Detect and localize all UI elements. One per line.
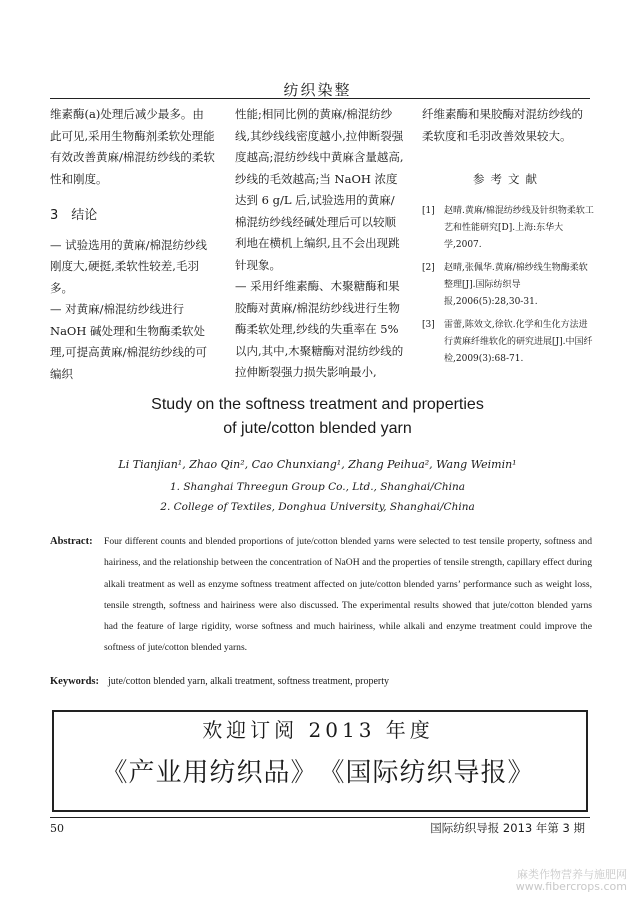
abstract-label: Abstract: (50, 536, 93, 547)
banner-line-1: 欢迎订阅 2013 年度 (202, 718, 434, 742)
reference-item (422, 203, 594, 254)
body-paragraph: 维素酶(a)处理后减少最多。由此可见,采用生物酶剂柔软处理能有效改善黄麻/棉混纺纱线的柔软性和刚度。 (50, 107, 215, 186)
reference-number: [1] (422, 205, 435, 216)
body-paragraph: 性能;相同比例的黄麻/棉混纺纱线,其纱线线密度越小,拉伸断裂强度越高;混纺纱线中黄麻含量越高,纱线的毛效越高;当 NaOH 浓度达到 6 g/L 后,试验选用的黄麻/棉混纺纱线经碱处理后可以较顺利地在横机上编织,且不会出现跳针现象。 (235, 107, 404, 272)
reference-text: 赵晴,张佩华.黄麻/棉纱线生物酶柔软整理[J].国际纺织导报,2006(5):28,30-31. (444, 262, 588, 307)
keywords-text: jute/cotton blended yarn, alkali treatment, softness treatment, property (108, 676, 390, 687)
column-1 (50, 104, 215, 385)
affiliation-1: 1. Shanghai Threegun Group Co., Ltd., Shanghai/China (169, 481, 466, 493)
body-paragraph: — 采用纤维素酶、木聚糖酶和果胶酶对黄麻/棉混纺纱线进行生物酶柔软处理,纱线的失重率在 5% 以内,其中,木聚糖酶对混纺纱线的拉伸断裂强力损失影响最小, (235, 279, 404, 379)
reference-text: 赵晴.黄麻/棉混纺纱线及针织物柔软工艺和性能研究[D].上海:东华大学,2007. (444, 205, 594, 250)
body-paragraph: — 试验选用的黄麻/棉混纺纱线刚度大,硬挺,柔软性较差,毛羽多。 (50, 237, 208, 295)
page-number: 50 (50, 822, 64, 835)
authors: Li Tianjian¹, Zhao Qin², Cao Chunxiang¹, Zhang Peihua², Wang Weimin¹ (118, 458, 517, 471)
running-header: 纺织染整 (283, 81, 352, 99)
column-3 (422, 104, 594, 368)
abstract-text: Four different counts and blended proportions of jute/cotton blended yarns were selected to test tensile property, softness and hairiness, and the relationship between the concentration of NaOH and the properties of tensile strength, capillary effect during alkali treatment as well as enzyme softness treatment affected on jute/cotton blended yarns’ performance such as weight loss, tensile strength, softness and hairiness were also discussed. The experimental results showed that jute/cotton blended yarns had the feature of large rigidity, worse softness and much hairiness, while alkali and enzyme treatment could improve the softness of jute/cotton blended yarns. (104, 536, 592, 654)
english-title-line-2: of jute/cotton blended yarn (223, 420, 412, 437)
reference-item (422, 260, 594, 311)
references-heading: 参考文献 (473, 172, 543, 186)
reference-number: [3] (422, 319, 435, 330)
english-title (0, 393, 635, 441)
column-2 (235, 104, 405, 384)
section-heading-conclusion: 3 结论 (50, 208, 98, 223)
reference-item (422, 317, 594, 368)
watermark-line-1: 麻类作物营养与施肥网 (517, 868, 627, 881)
journal-issue: 国际纺织导报 2013 年第 3 期 (430, 821, 585, 835)
english-title-line-1: Study on the softness treatment and properties (151, 396, 484, 413)
body-paragraph: 纤维素酶和果胶酶对混纺纱线的柔软度和毛羽改善效果较大。 (422, 107, 583, 143)
footer-rule (50, 817, 590, 818)
reference-number: [2] (422, 262, 435, 273)
body-paragraph: — 对黄麻/棉混纺纱线进行 NaOH 碱处理和生物酶柔软处理,可提高黄麻/棉混纺纱线的可编织 (50, 302, 208, 381)
banner-line-2: 《产业用纺织品》 《国际纺织导报》 (101, 758, 535, 788)
watermark-line-2: www.fibercrops.com (515, 880, 627, 893)
keywords-label: Keywords: (50, 676, 99, 687)
header-rule (50, 98, 590, 99)
reference-text: 雷蕾,陈效文,徐钦.化学和生化方法进行黄麻纤维软化的研究进展[J].中国纤检,2009(3):68-71. (444, 319, 593, 364)
affiliation-2: 2. College of Textiles, Donghua University, Shanghai/China (160, 501, 475, 513)
